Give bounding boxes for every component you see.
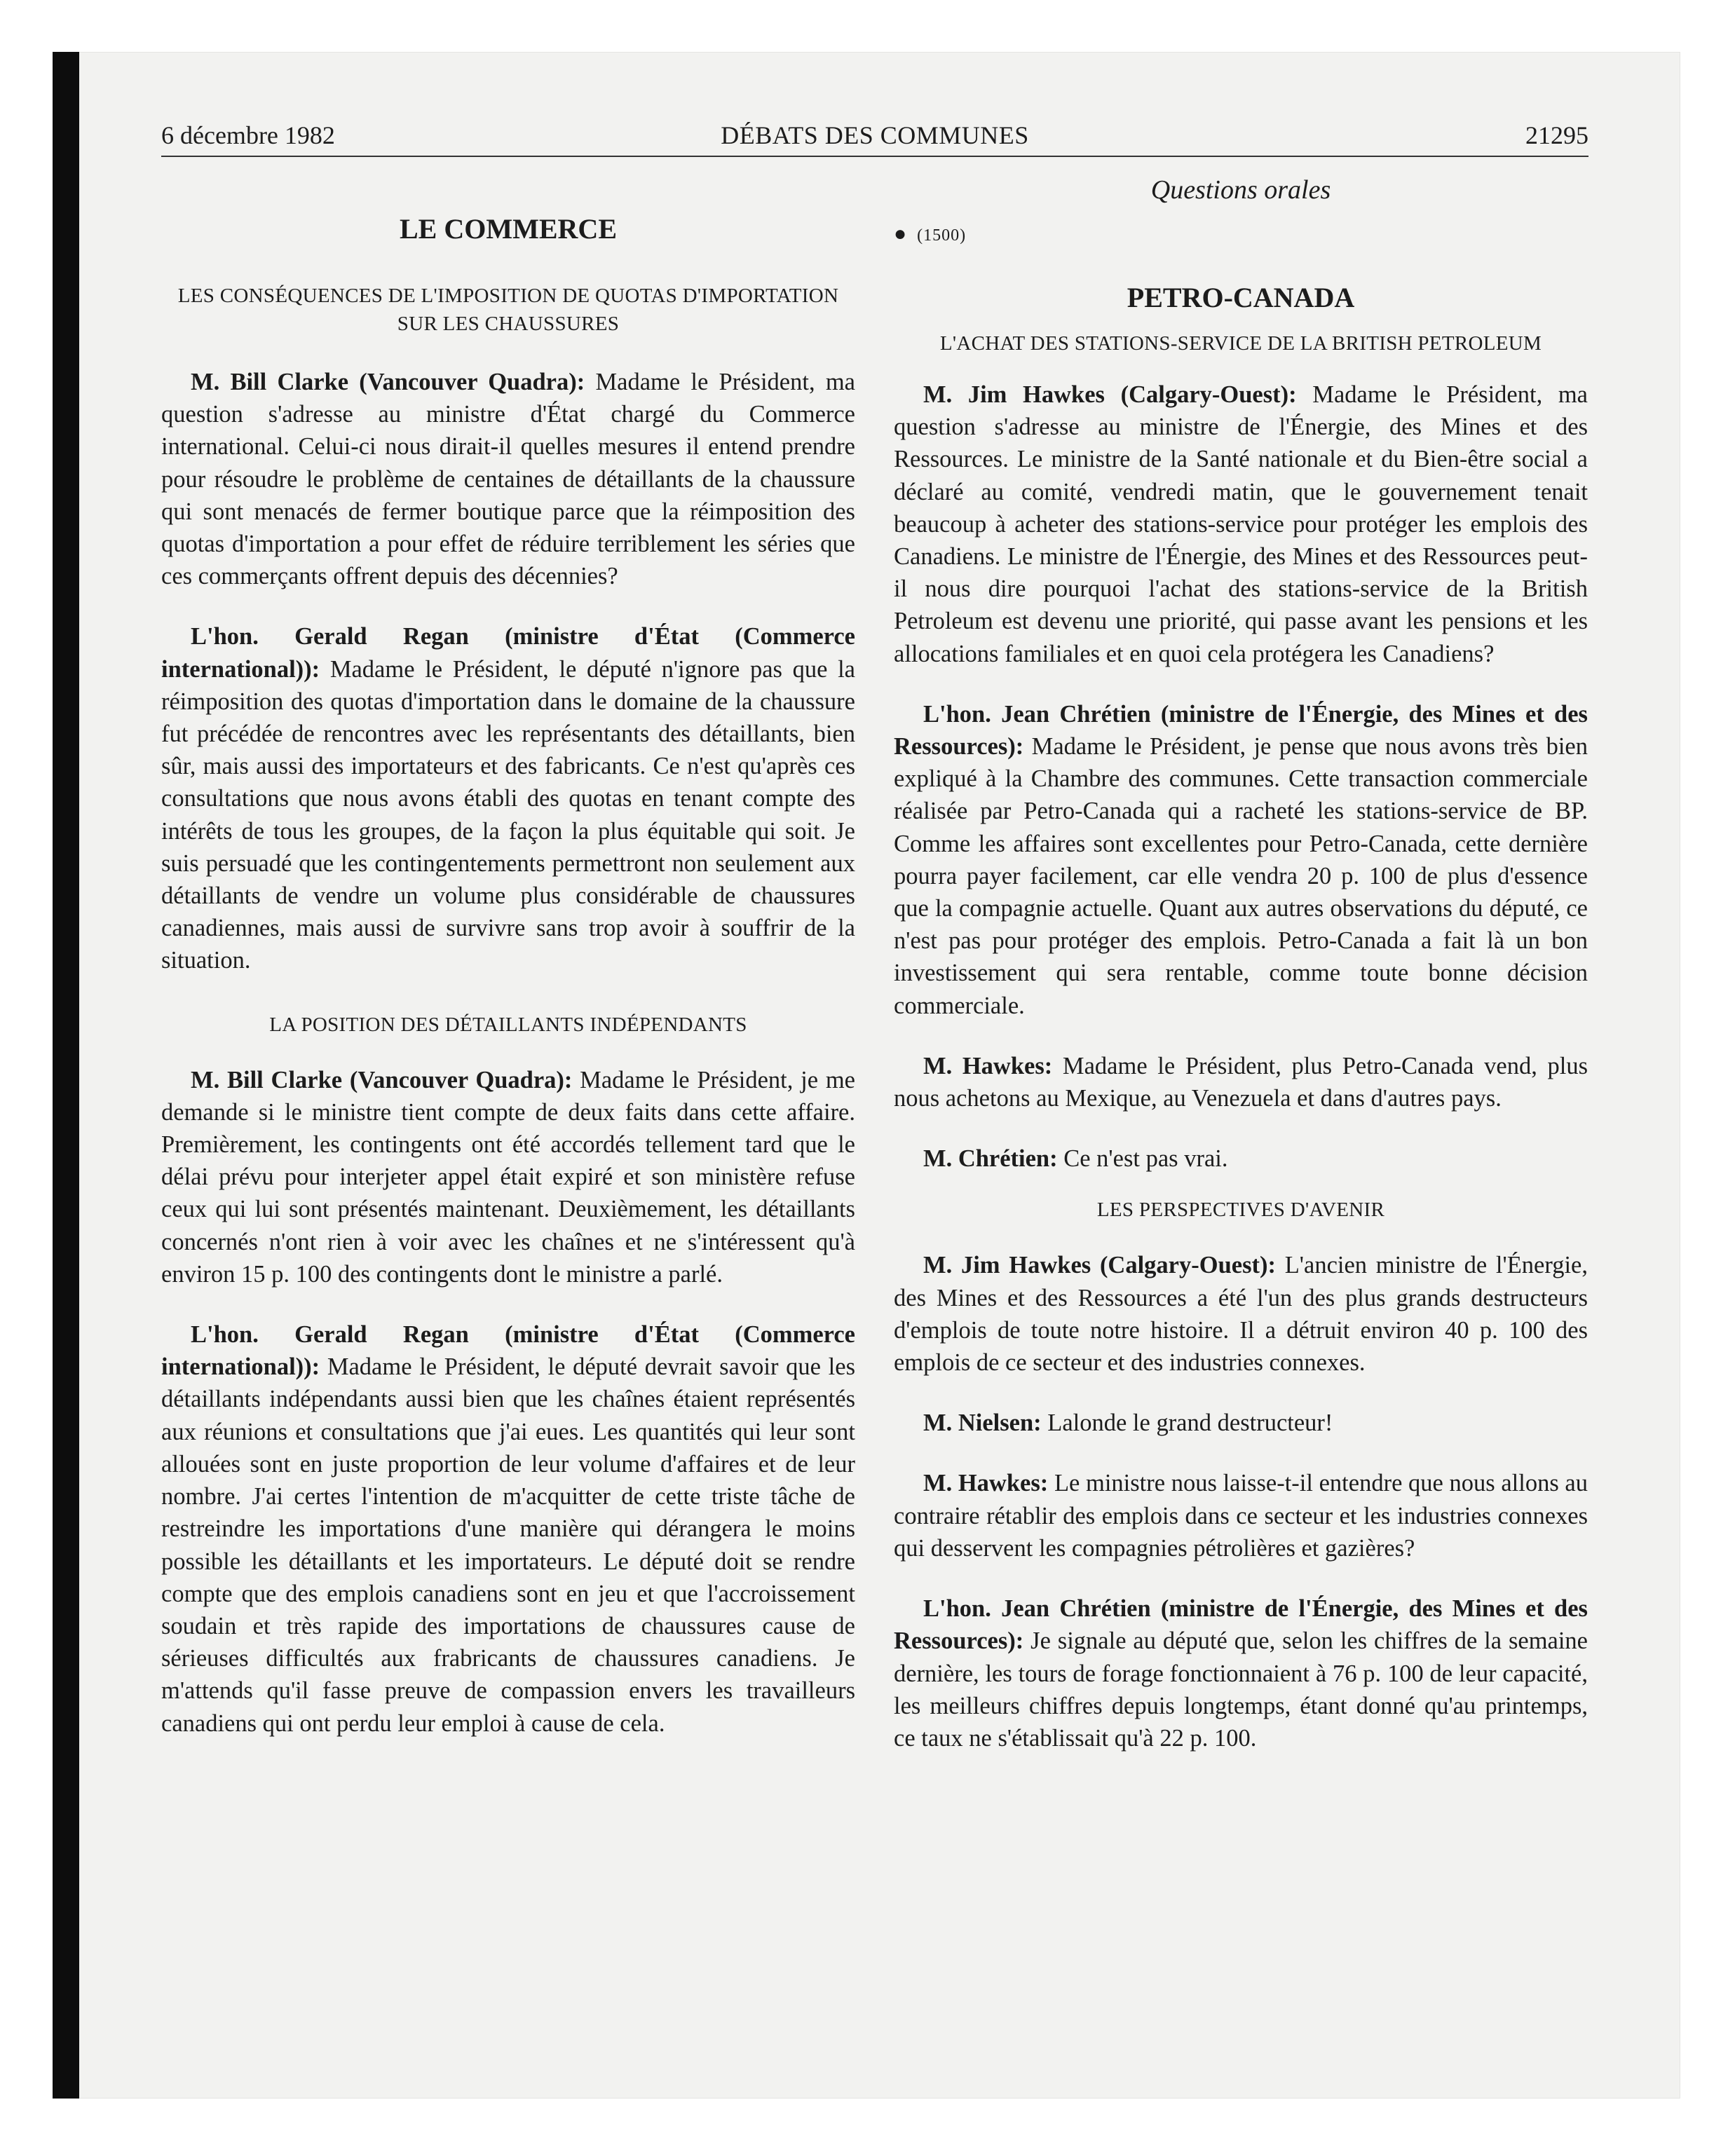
header-date: 6 décembre 1982	[161, 121, 335, 149]
speech-paragraph	[894, 1050, 1588, 1114]
speech-text: Madame le Président, ma question s'adresse au ministre d'État chargé du Commerce international. Celui-ci nous dirait-il quelles mesures il entend prendre pour résoudre le problème de centaines de détaillants de la chaussure qui sont menacés de fermer boutique parce que la réimposition des quotas d'importation a pour effet de réduire terriblement les séries que ces commerçants offrent depuis des décennies?	[161, 369, 855, 590]
speech-paragraph	[894, 1407, 1588, 1439]
speaker-name: M. Chrétien:	[923, 1145, 1058, 1173]
speech-paragraph	[894, 378, 1588, 670]
speech-paragraph	[161, 366, 855, 592]
speech-paragraph	[161, 1064, 855, 1290]
subheading-outlook: LES PERSPECTIVES D'AVENIR	[1096, 1199, 1385, 1222]
speech-text: Madame le Président, le député n'ignore pas que la réimposition des quotas d'importation dans le domaine de la chaussure fut précédée de rencontres avec les représentants des détaillants, bien sûr, mais aussi des importateurs et des fabricants. Ce n'est qu'après ces consultations que nous avons établi des quotas en tenant compte des intérêts de tous les groupes, de la façon la plus équitable qui soit. Je suis persuadé que les contingentements permettront non seulement aux détaillants de vendre un volume plus considérable de chaussures canadiennes, mais aussi de survivre sans trop avoir à souffrir de la situation.	[161, 655, 855, 974]
speaker-name: M. Hawkes:	[923, 1470, 1049, 1497]
speech-text: Madame le Président, plus Petro-Canada vend, plus nous achetons au Mexique, au Venezuela et dans d'autres pays.	[894, 1052, 1588, 1112]
speech-text: Ce n'est pas vrai.	[1057, 1145, 1228, 1173]
speech-paragraph	[894, 1142, 1588, 1175]
time-marker	[894, 220, 1588, 250]
speaker-name: L'hon. Gerald Regan (ministre d'État (Commerce international)):	[161, 623, 855, 683]
speech-paragraph	[894, 698, 1588, 1022]
section-heading-petro-canada: PETRO-CANADA	[1127, 282, 1355, 313]
speech-text: Le ministre nous laisse-t-il entendre que nous allons au contraire rétablir des emplois dans ce secteur et les industries connexes qui desservent les compagnies pétrolières et gazières?	[894, 1470, 1588, 1562]
time-marker-text: (1500)	[917, 226, 967, 245]
speech-paragraph	[894, 1592, 1588, 1754]
speech-text: Madame le Président, ma question s'adresse au ministre de l'Énergie, des Mines et des Ressources. Le ministre de la Santé nationale et du Bien-être social a déclaré au comité, vendredi matin, que le gouvernement tenait beaucoup à acheter des stations-service pour protéger les emplois des Canadiens. Le ministre de l'Énergie, des Mines et des Ressources peut-il nous dire pourquoi l'achat des stations-service de la British Petroleum est devenu une priorité, qui passe avant les pensions et les allocations familiales et en quoi cela protégera les Canadiens?	[894, 381, 1588, 667]
speaker-name: M. Jim Hawkes (Calgary-Ouest):	[923, 381, 1297, 408]
speaker-name: M. Jim Hawkes (Calgary-Ouest):	[923, 1252, 1276, 1279]
speaker-name: M. Hawkes:	[923, 1052, 1053, 1079]
speech-text: Madame le Président, je me demande si le ministre tient compte de deux faits dans cette affaire. Premièrement, les contingents ont été accordés tellement tard que le délai prévu pour interjeter appel était expiré et son ministère refuse ceux qui lui sont présentés maintenant. Deuxièmement, les détaillants concernés n'ont rien à voir avec les chaînes et ne s'intéressent qu'à environ 15 p. 100 des contingents dont le ministre a parlé.	[161, 1066, 855, 1288]
speech-text: L'ancien ministre de l'Énergie, des Mines et des Ressources a été l'un des plus grands destructeurs d'emplois de toute notre histoire. Il a détruit environ 40 p. 100 des emplois de ce secteur et des industries connexes.	[894, 1252, 1588, 1377]
speech-text: Lalonde le grand destructeur!	[1041, 1410, 1333, 1437]
speech-text: Madame le Président, je pense que nous avons très bien expliqué à la Chambre des communes. Cette transaction commerciale réalisée par Petro-Canada qui a racheté les stations-service de BP. Comme les affaires sont excellentes pour Petro-Canada, cette dernière pourra payer facilement, car elle vendra 20 p. 100 de plus d'essence que la compagnie actuelle. Quant aux autres observations du député, ce n'est pas pour protéger des emplois. Petro-Canada a fait là un bon investissement qui sera rentable, comme toute bonne décision commerciale.	[894, 733, 1588, 1019]
speech-paragraph	[161, 1318, 855, 1740]
section-label: Questions orales	[1150, 175, 1331, 205]
speech-paragraph	[894, 1249, 1588, 1379]
right-column	[894, 168, 1588, 1754]
speaker-name: L'hon. Jean Chrétien (ministre de l'Énergie, des Mines et des Ressources):	[894, 700, 1588, 760]
subheading-quotas: LES CONSÉQUENCES DE L'IMPOSITION DE QUOTAS D'IMPORTATION SUR LES CHAUSSURES	[177, 285, 839, 335]
running-header	[161, 119, 1588, 157]
speaker-name: M. Nielsen:	[923, 1410, 1042, 1437]
speaker-name: L'hon. Gerald Regan (ministre d'État (Commerce international)):	[161, 1321, 855, 1381]
scan-spine-edge	[53, 52, 79, 2099]
speech-paragraph	[161, 620, 855, 976]
header-title: DÉBATS DES COMMUNES	[721, 121, 1029, 149]
header-page-number: 21295	[1525, 121, 1588, 149]
bullet-icon: ●	[894, 222, 908, 245]
speaker-name: L'hon. Jean Chrétien (ministre de l'Énergie, des Mines et des Ressources):	[894, 1595, 1588, 1655]
left-column	[161, 168, 855, 1740]
speech-text: Madame le Président, le député devrait savoir que les détaillants indépendants aussi bien que les chaînes étaient représentés aux réunions et consultations que j'ai eues. Les quantités qui leur sont allouées sont en juste proportion de leur volume d'affaires et de leur nombre. J'ai certes l'intention de m'acquitter de cette triste tâche de restreindre les importations d'une manière qui dérangera le moins possible les détaillants et les importateurs. Le député doit se rendre compte que des emplois canadiens sont en jeu et que l'accroissement soudain et très rapide des importations de chaussures cause de sérieuses difficultés aux frabricants de chaussures canadiens. Je m'attends qu'il fasse preuve de compassion envers les travailleurs canadiens qui ont perdu leur emploi à cause de cela.	[161, 1353, 855, 1737]
speaker-name: M. Bill Clarke (Vancouver Quadra):	[191, 369, 585, 395]
speaker-name: M. Bill Clarke (Vancouver Quadra):	[191, 1066, 573, 1093]
subheading-bp-stations: L'ACHAT DES STATIONS-SERVICE DE LA BRITISH PETROLEUM	[939, 332, 1542, 355]
subheading-independent-retailers: LA POSITION DES DÉTAILLANTS INDÉPENDANTS	[269, 1013, 747, 1036]
speech-text: Je signale au député que, selon les chiffres de la semaine dernière, les tours de forage fonctionnaient à 76 p. 100 de leur capacité, les meilleurs chiffres depuis longtemps, étant donné qu'au printemps, ce taux ne s'établissait qu'à 22 p. 100.	[894, 1628, 1588, 1752]
section-heading-commerce: LE COMMERCE	[400, 213, 617, 245]
speech-paragraph	[894, 1467, 1588, 1564]
